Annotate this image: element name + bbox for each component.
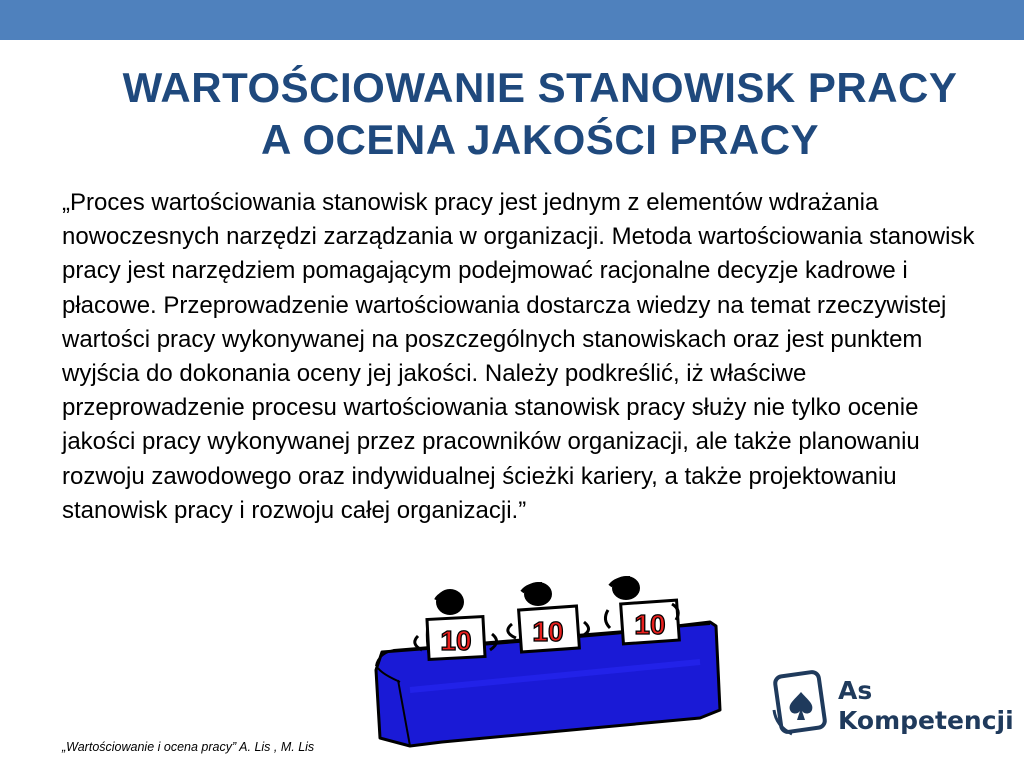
score-card-1 (427, 617, 485, 660)
logo-line-2: Kompetencji (838, 706, 1014, 735)
logo-line-1: As (838, 676, 873, 705)
slide-title-line2: A OCENA JAKOŚCI PRACY (260, 116, 820, 163)
judges-drawing (370, 570, 750, 760)
score-card-2-value: 10 (532, 616, 564, 647)
judge-2 (508, 582, 589, 652)
slide-title (60, 62, 1020, 166)
judge-1 (415, 589, 497, 659)
judges-illustration (370, 570, 750, 760)
score-card-3-value: 10 (634, 609, 666, 640)
top-accent-bar (0, 0, 1024, 40)
as-kompetencji-logo (770, 668, 1014, 748)
logo-wordmark (838, 676, 1014, 736)
score-card-3 (621, 600, 680, 644)
source-citation: „Wartościowanie i ocena pracy” A. Lis , M. Lis (62, 740, 315, 754)
slide-title-line1: WARTOŚCIOWANIE STANOWISK PRACY (122, 64, 958, 111)
quote-body-text: „Proces wartościowania stanowisk pracy jest jednym z elementów wdrażania nowoczesnych narzędzi zarządzania w organizacji. Metoda wartościowania stanowisk pracy jest narzędziem pomagającym podejmować racjonalne decyzje kadrowe i płacowe. Przeprowadzenie wartościowania dostarcza wiedzy na temat rzeczywistej wartości pracy wykonywanej na poszczególnych stanowiskach oraz jest punktem wyjścia do dokonania oceny jej jakości. Należy podkreślić, iż właściwe przeprowadzenie procesu wartościowania stanowisk pracy służy nie tylko ocenie jakości pracy wykonywanej przez pracowników organizacji, ale także planowaniu rozwoju zawodowego oraz indywidualnej ścieżki kariery, a także projektowaniu stanowisk pracy i rozwoju całej organizacji.” (62, 189, 975, 524)
score-card-2 (519, 606, 580, 652)
spade-card-icon (770, 668, 836, 740)
score-card-1-value: 10 (440, 625, 472, 656)
